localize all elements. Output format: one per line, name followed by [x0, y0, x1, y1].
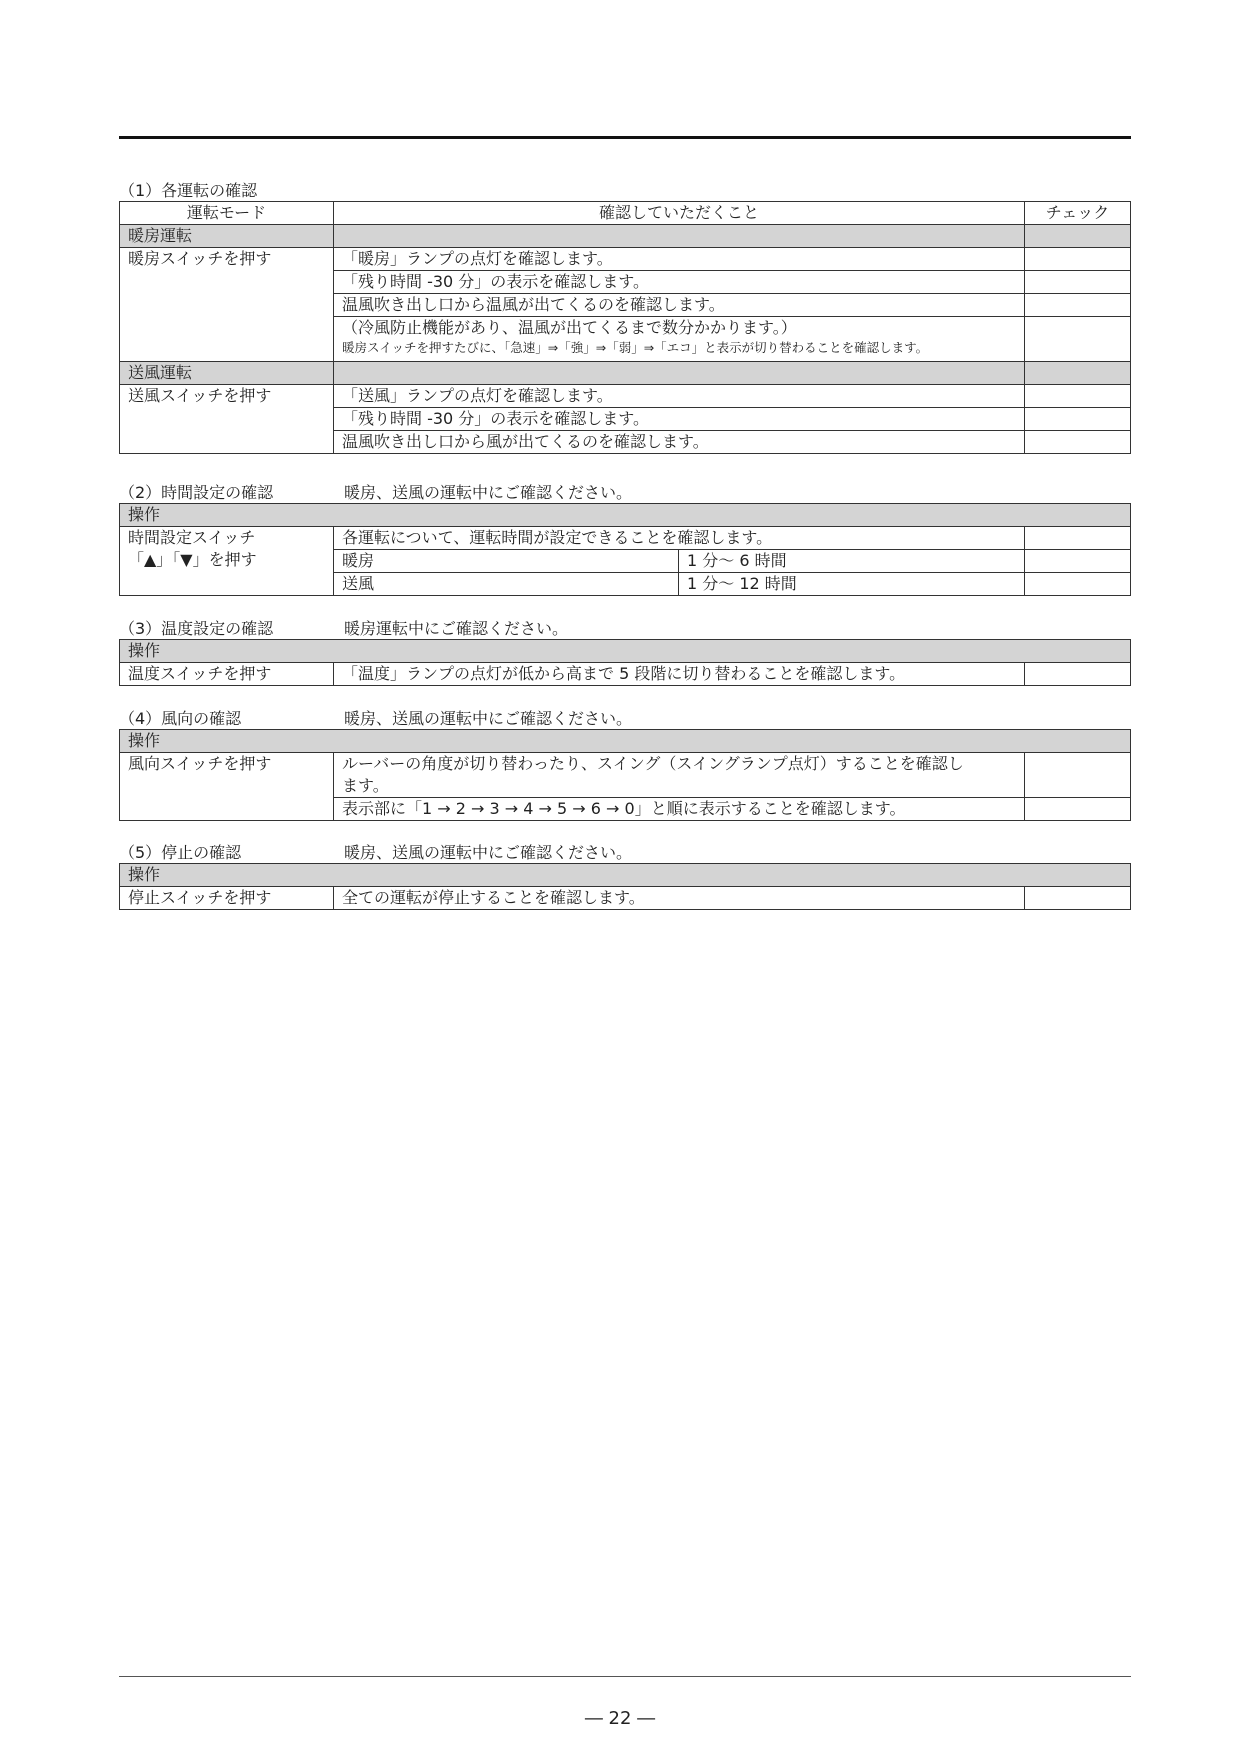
check-item: 温風吹き出し口から風が出てくるのを確認します。 — [334, 431, 1025, 454]
timer-range: 1 分～ 6 時間 — [679, 550, 1025, 573]
top-rule — [119, 136, 1131, 139]
section-title: （1）各運転の確認 — [119, 181, 258, 200]
operation-header-row — [120, 504, 1131, 527]
check-cell[interactable] — [1024, 798, 1130, 821]
table-row — [120, 663, 1131, 686]
heating-mode-row — [120, 225, 1131, 248]
timer-range: 1 分～ 12 時間 — [679, 573, 1025, 596]
timer-mode: 送風 — [334, 573, 679, 596]
bottom-rule — [119, 1676, 1131, 1677]
check-item: 各運転について、運転時間が設定できることを確認します。 — [334, 527, 1025, 550]
airflow-operation: 風向スイッチを押す — [120, 753, 334, 821]
timer-operation: 時間設定スイッチ 「▲」「▼」を押す — [120, 527, 334, 596]
check-cell[interactable] — [1025, 317, 1131, 362]
check-cell[interactable] — [1024, 887, 1130, 910]
heating-operation: 暖房スイッチを押す — [120, 248, 334, 362]
table-row — [120, 753, 1131, 798]
fan-mode-label: 送風運転 — [120, 362, 334, 385]
check-cell[interactable] — [1025, 385, 1131, 408]
check-cell[interactable] — [1025, 408, 1131, 431]
section-title: （3）温度設定の確認 — [119, 619, 274, 638]
operation-header: 操作 — [120, 730, 1131, 753]
section-note: 暖房運転中にご確認ください。 — [344, 619, 569, 638]
table-row — [120, 385, 1131, 408]
temperature-operation: 温度スイッチを押す — [120, 663, 334, 686]
check-cell[interactable] — [1025, 248, 1131, 271]
check-item: 「暖房」ランプの点灯を確認します。 — [334, 248, 1025, 271]
temperature-check-table — [119, 639, 1131, 686]
section-note: 暖房、送風の運転中にご確認ください。 — [344, 483, 633, 502]
page-number: ― 22 ― — [584, 1708, 656, 1729]
check-cell[interactable] — [1024, 573, 1130, 596]
operation-header-row — [120, 730, 1131, 753]
check-item: 「送風」ランプの点灯を確認します。 — [334, 385, 1025, 408]
check-item-note: （冷風防止機能があり、温風が出てくるまで数分かかります。） 暖房スイッチを押すたびに、「急速」⇒「強」⇒「弱」⇒「エコ」と表示が切り替わることを確認します。 — [334, 317, 1025, 362]
check-cell[interactable] — [1024, 753, 1130, 798]
stop-check-table — [119, 863, 1131, 910]
timer-mode: 暖房 — [334, 550, 679, 573]
fan-operation: 送風スイッチを押す — [120, 385, 334, 454]
check-item: ルーバーの角度が切り替わったり、スイング（スイングランプ点灯）することを確認し ます。 — [334, 753, 1025, 798]
table-row — [120, 887, 1131, 910]
section-title: （5）停止の確認 — [119, 843, 242, 862]
check-cell[interactable] — [1024, 550, 1130, 573]
check-cell[interactable] — [1025, 294, 1131, 317]
check-item: 表示部に「1 → 2 → 3 → 4 → 5 → 6 → 0」と順に表示することを確認します。 — [334, 798, 1025, 821]
stop-operation: 停止スイッチを押す — [120, 887, 334, 910]
operation-header-row — [120, 864, 1131, 887]
operation-header-row — [120, 640, 1131, 663]
section-timer-check — [119, 483, 1131, 596]
operation-header: 操作 — [120, 864, 1131, 887]
section-note: 暖房、送風の運転中にご確認ください。 — [344, 709, 633, 728]
check-item: 温風吹き出し口から温風が出てくるのを確認します。 — [334, 294, 1025, 317]
check-item: 「残り時間 -30 分」の表示を確認します。 — [334, 271, 1025, 294]
check-item: 全ての運転が停止することを確認します。 — [334, 887, 1025, 910]
operation-header: 操作 — [120, 504, 1131, 527]
operation-header: 操作 — [120, 640, 1131, 663]
check-item: 「温度」ランプの点灯が低から高まで 5 段階に切り替わることを確認します。 — [334, 663, 1025, 686]
check-cell[interactable] — [1024, 527, 1130, 550]
table-row — [120, 527, 1131, 550]
operation-check-table — [119, 201, 1131, 454]
header-check-items: 確認していただくこと — [334, 202, 1025, 225]
airflow-check-table — [119, 729, 1131, 821]
section-temperature-check — [119, 619, 1131, 686]
fan-mode-row — [120, 362, 1131, 385]
header-mode: 運転モード — [120, 202, 334, 225]
section-title: （2）時間設定の確認 — [119, 483, 274, 502]
check-cell[interactable] — [1024, 663, 1130, 686]
table-header-row — [120, 202, 1131, 225]
check-item: 「残り時間 -30 分」の表示を確認します。 — [334, 408, 1025, 431]
section-title: （4）風向の確認 — [119, 709, 242, 728]
timer-check-table — [119, 503, 1131, 596]
header-checkbox: チェック — [1025, 202, 1131, 225]
check-cell[interactable] — [1025, 271, 1131, 294]
section-note: 暖房、送風の運転中にご確認ください。 — [344, 843, 633, 862]
section-operation-check — [119, 181, 1131, 454]
table-row — [120, 248, 1131, 271]
check-cell[interactable] — [1025, 431, 1131, 454]
section-airflow-direction-check — [119, 709, 1131, 821]
heating-mode-label: 暖房運転 — [120, 225, 334, 248]
section-stop-check — [119, 843, 1131, 910]
